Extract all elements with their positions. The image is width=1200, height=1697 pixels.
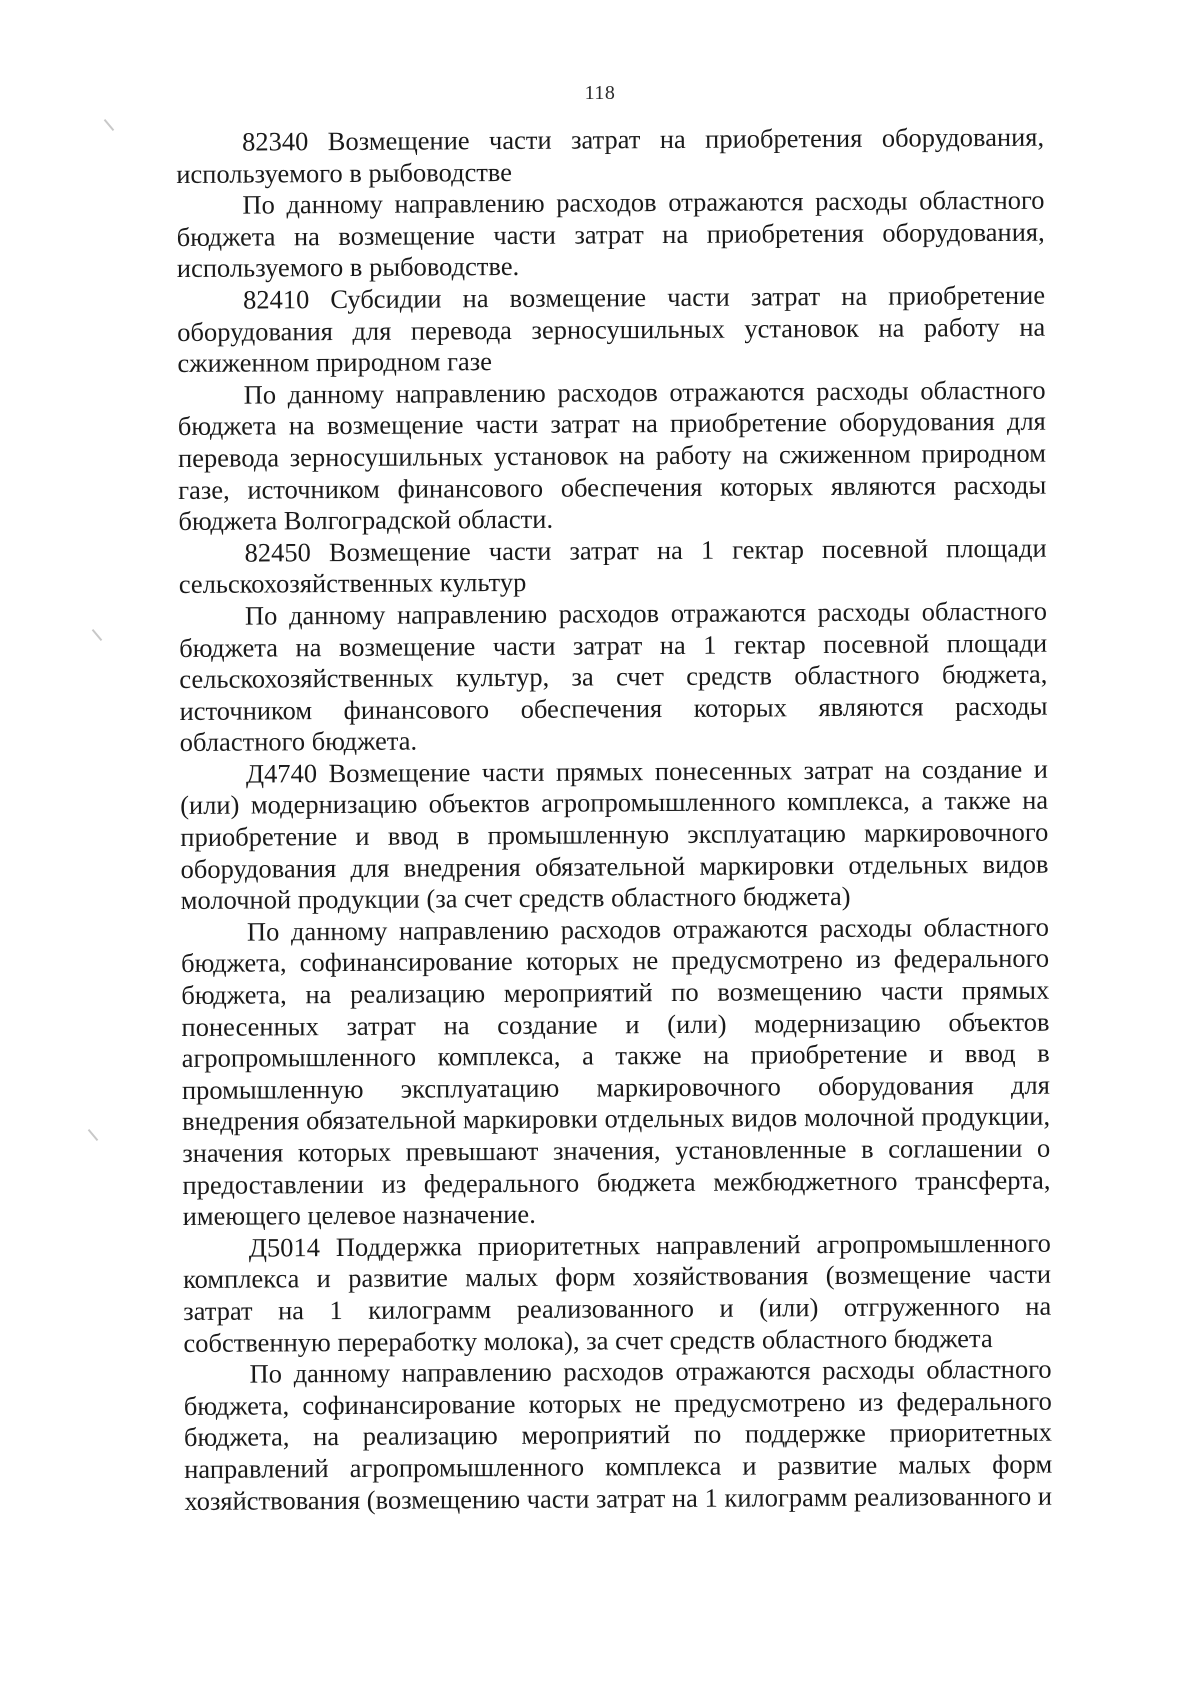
scan-mark — [92, 629, 103, 641]
section-body-82450: По данному направлению расходов отражаются расходы областного бюджета на возмещение части затрат на 1 гектар посевной площади сельскохозяйственных культур, за счет средств областного бюджета, источником финансового обеспечения которых являются расходы областного бюджета. — [179, 595, 1048, 758]
section-body-82410: По данному направлению расходов отражаются расходы областного бюджета на возмещение части затрат на приобретение оборудования для перевода зерносушильных установок на работу на сжиженном природном газе, источником финансового обеспечения которых являются расходы бюджета Волгоградской области. — [177, 374, 1047, 537]
section-body-82340: По данному направлению расходов отражаются расходы областного бюджета на возмещение части затрат на приобретения оборудования, используемого в рыбоводстве. — [176, 184, 1045, 284]
page-number: 118 — [584, 82, 616, 104]
document-body — [176, 122, 1052, 1517]
section-body-d5014: По данному направлению расходов отражаются расходы областного бюджета, софинансирование которых не предусмотрено из федерального бюджета, на реализацию мероприятий по поддержке приоритетных направлений агропромышленного комплекса и развитие малых форм хозяйствования (возмещению части затрат на 1 килограмм реализованного и — [183, 1353, 1053, 1516]
section-heading-82450: 82450 Возмещение части затрат на 1 гектар посевной площади сельскохозяйственных культур — [178, 532, 1047, 600]
scan-mark — [88, 1129, 99, 1141]
section-heading-d5014: Д5014 Поддержка приоритетных направлений агропромышленного комплекса и развитие малых форм хозяйствования (возмещение части затрат на 1 килограмм реализованного и (или) отгруженного на собственную переработку молока), за счет средств областного бюджета — [182, 1227, 1052, 1358]
section-body-d4740: По данному направлению расходов отражаются расходы областного бюджета, софинансирование которых не предусмотрено из федерального бюджета, на реализацию мероприятий по возмещению части прямых понесенных затрат на создание и (или) модернизацию объектов агропромышленного комплекса, а также на приобретение и ввод в промышленную эксплуатацию маркировочного оборудования для внедрения обязательной маркировки отдельных видов молочной продукции, значения которых превышают значения, установленные в соглашении о предоставлении из федерального бюджета межбюджетного трансферта, имеющего целевое назначение. — [181, 911, 1051, 1232]
scan-mark — [104, 119, 115, 131]
section-heading-d4740: Д4740 Возмещение части прямых понесенных затрат на создание и (или) модернизацию объектов агропромышленного комплекса, а также на приобретение и ввод в промышленную эксплуатацию маркировочного оборудования для внедрения обязательной маркировки отдельных видов молочной продукции (за счет средств областного бюджета) — [180, 753, 1049, 916]
section-heading-82340: 82340 Возмещение части затрат на приобретения оборудования, используемого в рыбоводстве — [176, 121, 1045, 189]
section-heading-82410: 82410 Субсидии на возмещение части затрат на приобретение оборудования для перевода зерносушильных установок на работу на сжиженном природном газе — [177, 279, 1046, 379]
